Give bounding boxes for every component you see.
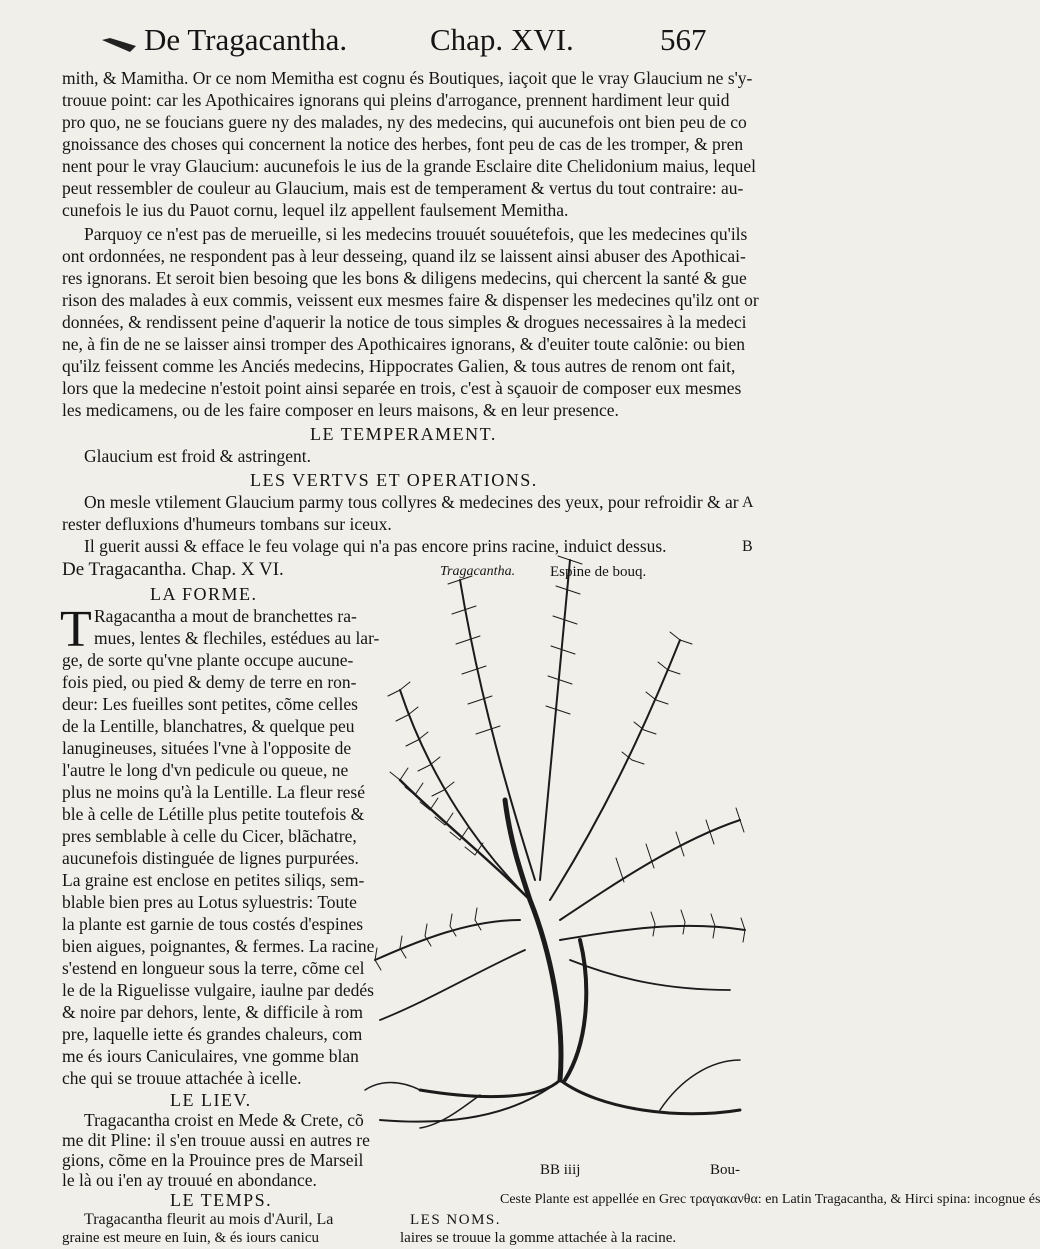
page-number: 567: [660, 22, 707, 57]
text-line: cunefois le ius du Pauot cornu, lequel ilz appellent faulsement Memitha.: [62, 200, 569, 220]
text-line: lors que la medecine n'estoit point ainsi separée en trois, c'est à sçauoir de composer eux mesmes: [62, 378, 742, 398]
running-header: [100, 22, 740, 68]
figure-caption-french: Espine de bouq.: [550, 564, 647, 580]
margin-letter-a: A: [742, 494, 754, 511]
text-line: lanugineuses, situées l'vne à l'opposite de: [62, 738, 352, 758]
text-line: gions, cõme en la Prouince pres de Marseil: [62, 1150, 364, 1170]
text-line: la plante est garnie de tous costés d'espines: [62, 914, 364, 934]
text-line: Il guerit aussi & efface le feu volage qui n'a pas encore prins racine, induict dessus.: [84, 536, 667, 556]
text-line: qu'ilz feissent comme les Anciés medecins, Hippocrates Galien, & tous autres de renom ont fait,: [62, 356, 736, 376]
catchword: Bou-: [710, 1162, 740, 1178]
text-line: me dit Pline: il s'en trouue aussi en autres re: [62, 1130, 370, 1150]
text-line: Tragacantha croist en Mede & Crete, cõ: [84, 1110, 364, 1130]
text-line: le de la Riguelisse vulgaire, iaulne par dedés: [62, 980, 374, 1000]
text-line: nent pour le vray Glaucium: aucunefois le ius de la grande Esclaire dite Chelidonium maius, lequel: [62, 156, 756, 176]
text-line: mues, lentes & flechiles, estédues au lar-: [94, 628, 380, 648]
text-line: laires se trouue la gomme attachée à la racine.: [400, 1230, 677, 1246]
text-line: Ceste Plante est appellée en Grec τραγακανθα: en Latin Tragacantha, & Hirci spina: incognue és: [500, 1192, 1040, 1207]
text-line: fois pied, ou pied & demy de terre en ron-: [62, 672, 357, 692]
text-line: ont ordonnées, ne respondent pas à leur desseing, quand ilz se laissent ainsi abuser des Apothicai-: [62, 246, 746, 266]
section-heading-lieu: LE LIEV.: [170, 1090, 252, 1110]
section-heading-temps: LE TEMPS.: [170, 1190, 273, 1210]
text-line: graine est meure en Iuin, & és iours canicu: [62, 1230, 319, 1246]
text-line: On mesle vtilement Glaucium parmy tous collyres & medecines des yeux, pour refroidir & ar: [84, 492, 739, 512]
text-line: les medicamens, ou de les faire composer en leurs maisons, & en leur presence.: [62, 400, 619, 420]
text-line: Ragacantha a mout de branchettes ra-: [94, 606, 357, 626]
signature-mark: BB iiij: [540, 1162, 581, 1178]
figure-heading: De Tragacantha. Chap. X VI.: [62, 559, 284, 580]
section-heading-vertus: LES VERTVS ET OPERATIONS.: [250, 470, 538, 490]
text-line: & noire par dehors, lente, & difficile à rom: [62, 1002, 363, 1022]
text-line: Glaucium est froid & astringent.: [84, 446, 311, 466]
ornament-icon: [100, 36, 140, 56]
text-line: peut ressembler de couleur au Glaucium, mais est de temperament & vertus du tout contraire: au-: [62, 178, 744, 198]
figure-caption-latin: Tragacantha.: [440, 564, 516, 579]
text-line: rester defluxions d'humeurs tombans sur iceux.: [62, 514, 392, 534]
text-line: gnoissance des choses qui concernent la notice des herbes, font peu de cas de les tromper, & pren: [62, 134, 744, 154]
text-line: res ignorans. Et seroit bien besoing que les bons & diligens medecins, qui chercent la santé & gue: [62, 268, 747, 288]
text-line: blable bien pres au Lotus syluestris: Toute: [62, 892, 357, 912]
tragacantha-woodcut-illustration: [360, 520, 750, 1130]
text-line: Tragacantha fleurit au mois d'Auril, La: [84, 1211, 334, 1228]
text-line: pres semblable à celle du Cicer, blãchatre,: [62, 826, 357, 846]
margin-letter-b: B: [742, 538, 753, 555]
text-line: me és iours Caniculaires, vne gomme blan: [62, 1046, 359, 1066]
text-line: données, & rendissent peine d'aquerir la notice de tous simples & drogues necessaires à la medeci: [62, 312, 747, 332]
text-line: Parquoy ce n'est pas de merueille, si les medecins trouuét souuétefois, que les medecines qu'ils: [84, 224, 748, 244]
text-line: de la Lentille, blanchatres, & quelque peu: [62, 716, 355, 736]
section-heading-forme: LA FORME.: [150, 584, 258, 604]
text-line: che qui se trouue attachée à icelle.: [62, 1068, 302, 1088]
text-line: La graine est enclose en petites siliqs, sem-: [62, 870, 365, 890]
text-line: trouue point: car les Apothicaires ignorans qui pleins d'arrogance, prennent hardiment leur quid: [62, 90, 730, 110]
text-line: s'estend en longueur sous la terre, cõme cel: [62, 958, 365, 978]
text-line: ble à celle de Létille plus petite toutefois &: [62, 804, 365, 824]
text-line: pre, laquelle iette és grandes chaleurs, com: [62, 1024, 363, 1044]
text-line: ne, à fin de ne se laisser ainsi tromper des Apothicaires ignorans, & d'euiter toute calõnie: ou bien: [62, 334, 746, 354]
text-line: deur: Les fueilles sont petites, cõme celles: [62, 694, 358, 714]
text-line: le là ou i'en ay trouué en abondance.: [62, 1170, 317, 1190]
text-line: l'autre le long d'vn pedicule ou queue, ne: [62, 760, 349, 780]
section-heading-noms: LES NOMS.: [410, 1212, 502, 1228]
text-line: rison des malades à eux commis, veissent eux mesmes faire & dispenser les medecines qu'ilz ont or: [62, 290, 759, 310]
header-title: De Tragacantha.: [144, 22, 348, 57]
text-line: bien aigues, poignantes, & fermes. La racine: [62, 936, 375, 956]
section-heading-temperament: LE TEMPERAMENT.: [310, 424, 497, 444]
drop-capital: T: [60, 601, 92, 658]
text-line: mith, & Mamitha. Or ce nom Memitha est cognu és Boutiques, iaçoit que le vray Glaucium ne s'y-: [62, 68, 753, 88]
text-line: aucunefois distinguée de lignes purpurées.: [62, 848, 359, 868]
text-line: pro quo, ne se foucians guere ny des malades, ny des medecins, qui aucunefois ont bien peu de co: [62, 112, 747, 132]
text-line: plus ne moins qu'à la Lentille. La fleur resé: [62, 782, 365, 802]
header-chapter: Chap. XVI.: [430, 22, 574, 57]
text-line: ge, de sorte qu'vne plante occupe aucune-: [62, 650, 354, 670]
